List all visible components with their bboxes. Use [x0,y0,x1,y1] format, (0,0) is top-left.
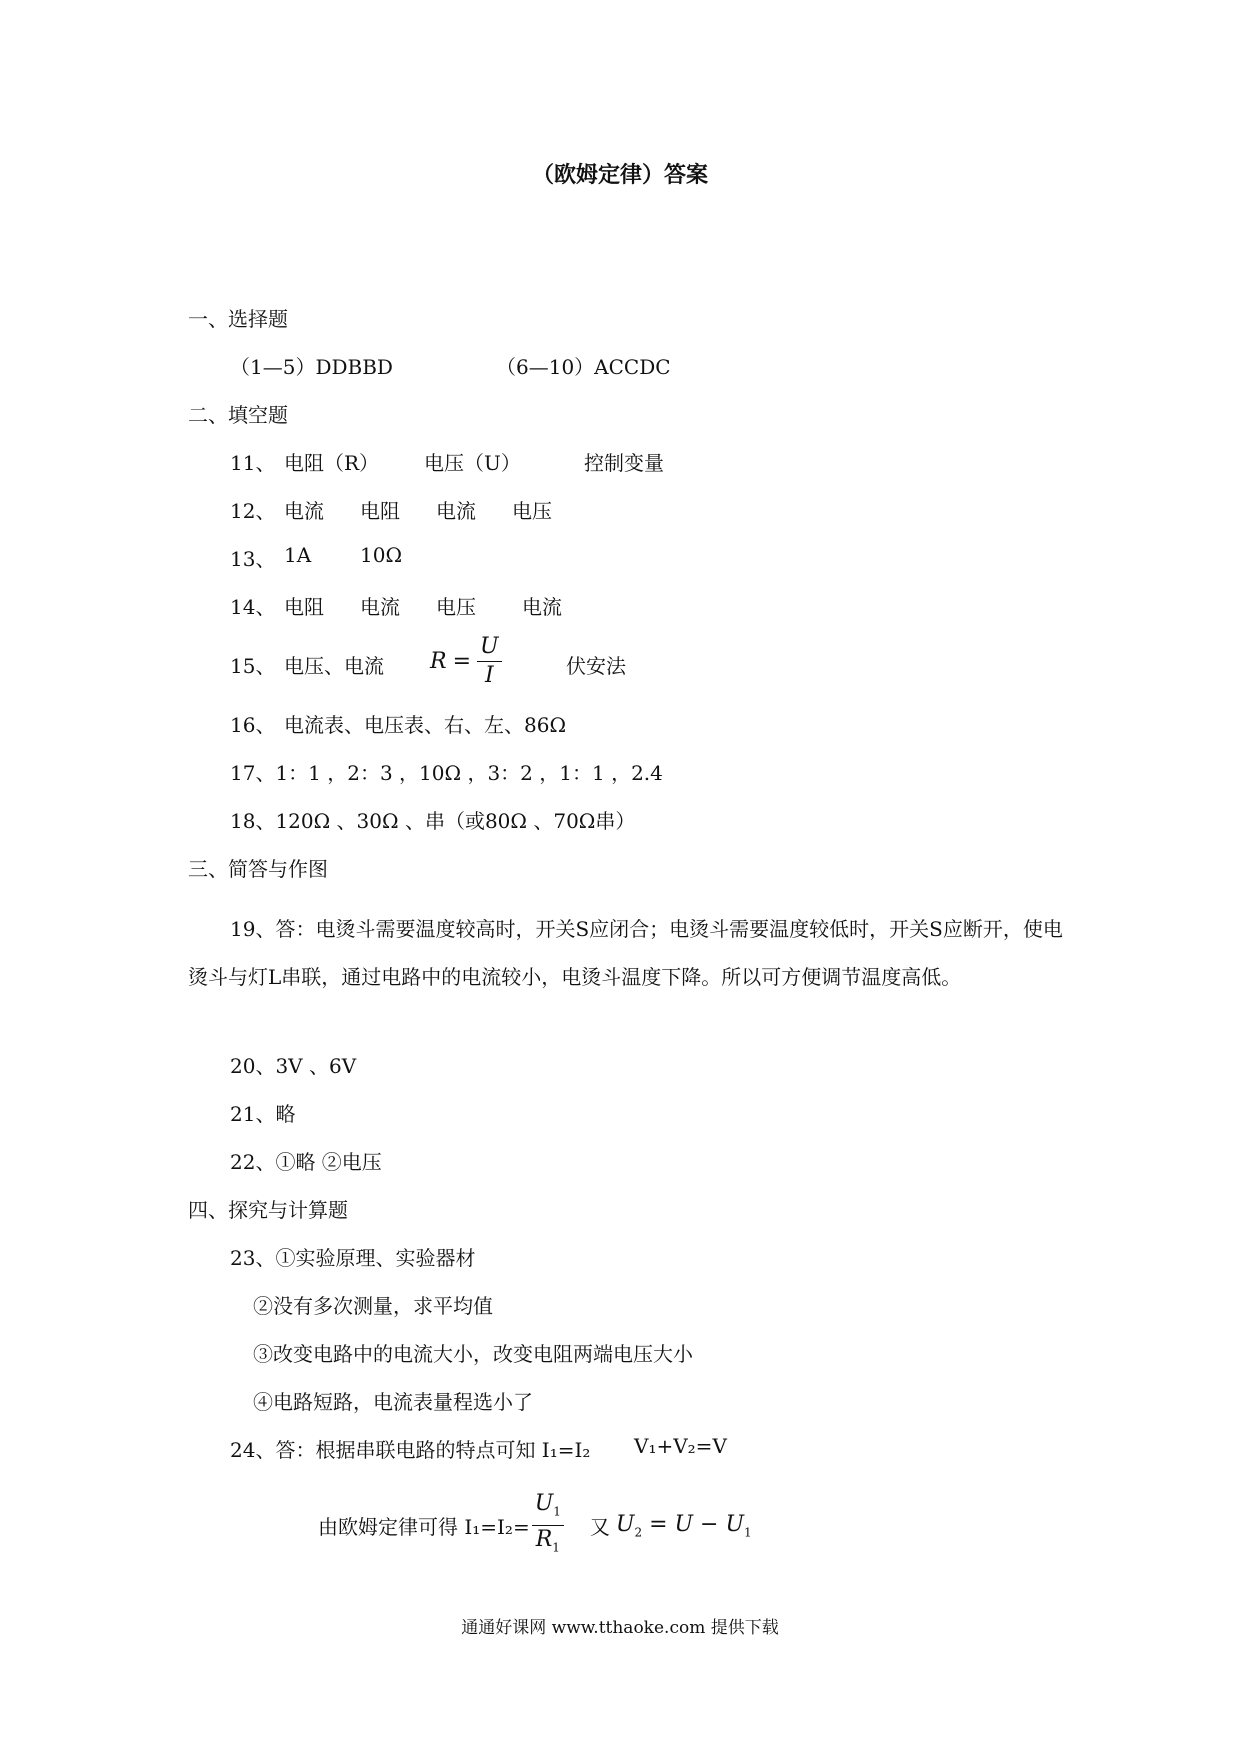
q11-answer-a: 电阻（R） [284,451,380,475]
choice-answers-1-5: （1—5）DDBBD [230,355,393,379]
q24-line-1: 24、答：根据串联电路的特点可知 I₁=I₂ [230,1438,591,1462]
q17-answer: 17、1：1 ，2：3 ，10Ω ，3：2 ，1：1 ，2.4 [230,761,663,785]
q18-answer: 18、120Ω 、30Ω 、串（或80Ω 、70Ω串） [230,809,636,833]
q13-answer-a: 1A [284,543,312,567]
q15-answer-a: 电压、电流 [284,654,384,678]
page-title: （欧姆定律）答案 [531,162,708,188]
q24-numerator-sub: 1 [553,1504,561,1519]
q14-answer-b: 电流 [360,595,400,619]
footer-source: 通通好课网 www.tthaoke.com 提供下载 [461,1618,779,1638]
q15-formula [430,633,502,690]
q13-number: 13、 [230,547,276,571]
section-heading-fill: 二、填空题 [188,403,288,427]
q12-answer-b: 电阻 [360,499,400,523]
q14-answer-d: 电流 [522,595,562,619]
q24-ohm-text: 由欧姆定律可得 I₁=I₂= [318,1515,530,1540]
q24-and-text: 又 [589,1515,610,1540]
q24-line-2 [318,1490,752,1562]
q15-answer-c: 伏安法 [566,654,626,678]
q24-equation: $U_2 = U - U_1$ [615,1512,752,1540]
q24-fraction [532,1490,564,1562]
q24-voltage-relation: V₁+V₂=V [634,1434,727,1458]
q16-number: 16、 [230,713,276,737]
q14-number: 14、 [230,595,276,619]
q23-item-1: 23、①实验原理、实验器材 [230,1246,476,1270]
q16-answer: 电流表、电压表、右、左、86Ω [284,713,567,737]
q12-answer-c: 电流 [436,499,476,523]
q23-item-3: ③改变电路中的电流大小，改变电阻两端电压大小 [253,1342,693,1366]
q11-answer-b: 电压（U） [424,451,521,475]
section-heading-explore: 四、探究与计算题 [188,1198,348,1222]
formula-lhs: R [430,649,447,674]
q13-answer-b: 10Ω [360,543,403,567]
q12-number: 12、 [230,499,276,523]
q23-item-4: ④电路短路，电流表量程选小了 [253,1390,533,1414]
q19-answer: 19、答：电烫斗需要温度较高时，开关S应闭合；电烫斗需要温度较低时，开关S应断开，使电烫斗与灯L串联，通过电路中的电流较小，电烫斗温度下降。所以可方便调节温度高低。 [188,917,1063,989]
formula-fraction [477,633,502,690]
section-heading-choice: 一、选择题 [188,307,288,331]
formula-denominator: I [484,663,494,688]
q24-numerator: U [534,1491,554,1516]
q24-denominator-sub: 1 [552,1540,560,1555]
q14-answer-c: 电压 [436,595,476,619]
formula-equals: = [452,649,472,674]
q15-number: 15、 [230,654,276,678]
q14-answer-a: 电阻 [284,595,324,619]
q20-answer: 20、3V 、6V [230,1054,357,1078]
section-heading-short: 三、简答与作图 [188,857,328,881]
q22-answer: 22、①略 ②电压 [230,1150,382,1174]
formula-numerator: U [477,633,502,662]
q11-number: 11、 [230,451,276,475]
q24-denominator: R [535,1527,553,1553]
q11-answer-c: 控制变量 [584,451,664,475]
q12-answer-a: 电流 [284,499,324,523]
q21-answer: 21、略 [230,1102,296,1126]
choice-answers-6-10: （6—10）ACCDC [496,355,671,379]
q23-item-2: ②没有多次测量，求平均值 [253,1294,493,1318]
q12-answer-d: 电压 [512,499,552,523]
